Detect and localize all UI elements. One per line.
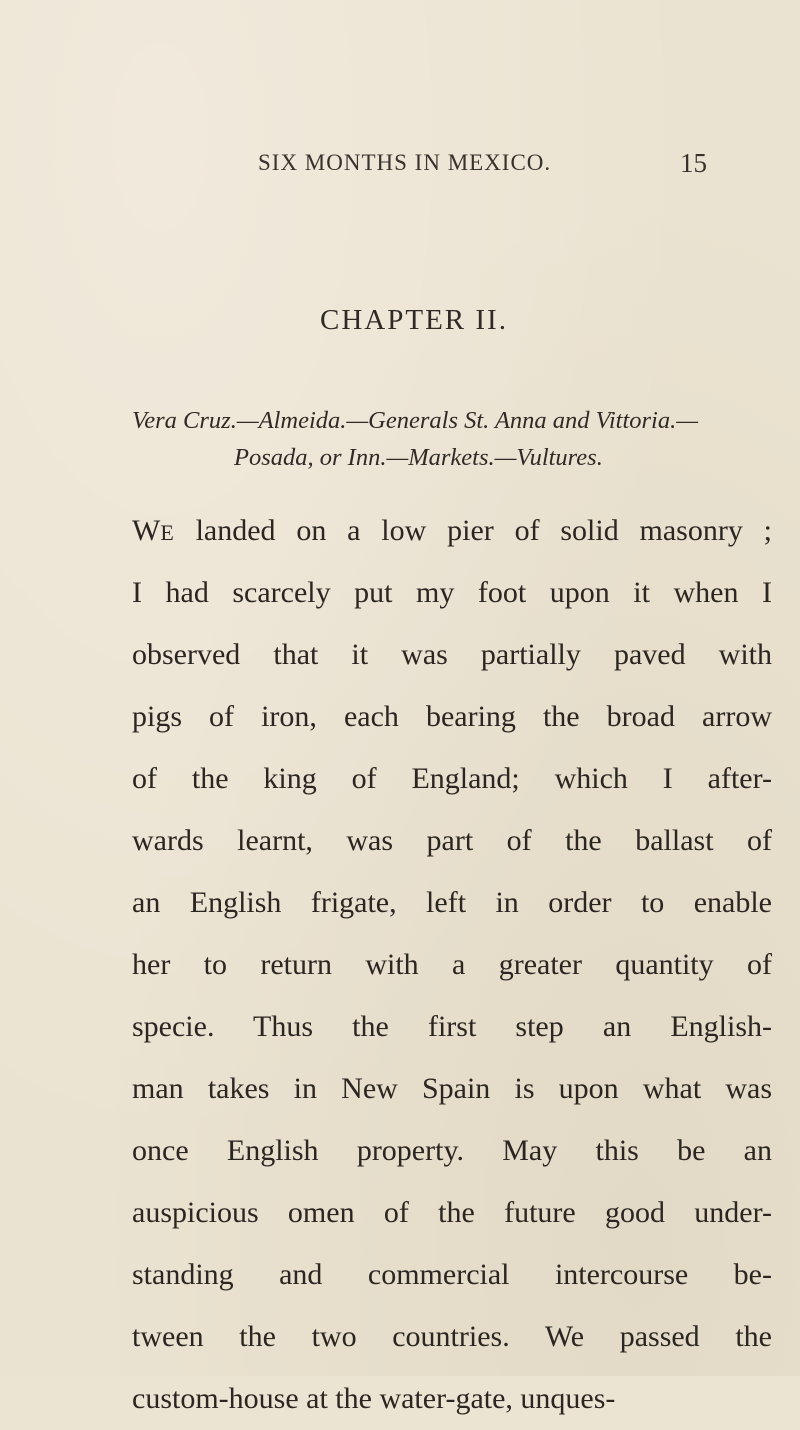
text-line: pigs of iron, each bearing the broad arrow — [132, 700, 772, 733]
text-line: an English frigate, left in order to enable — [132, 886, 772, 919]
text-line: standing and commercial intercourse be- — [132, 1258, 772, 1291]
text-line-1 — [132, 500, 772, 562]
text-line: observed that it was partially paved with — [132, 638, 772, 671]
text-line: once English property. May this be an — [132, 1134, 772, 1167]
body-text — [132, 500, 772, 1430]
running-head: SIX MONTHS IN MEXICO. — [258, 150, 552, 175]
text-line: wards learnt, was part of the ballast of — [132, 824, 772, 857]
text-line: man takes in New Spain is upon what was — [132, 1072, 772, 1105]
text-line: I had scarcely put my foot upon it when I — [132, 576, 772, 609]
chapter-summary — [132, 402, 772, 476]
text-line: specie. Thus the first step an English- — [132, 1010, 772, 1043]
initial-capital: W — [132, 514, 161, 547]
text-line: auspicious omen of the future good under- — [132, 1196, 772, 1229]
text-line: of the king of England; which I after- — [132, 762, 772, 795]
text-line: tween the two countries. We passed the — [132, 1320, 772, 1353]
chapter-title: CHAPTER II. — [320, 304, 508, 336]
summary-line-1: Vera Cruz.—Almeida.—Generals St. Anna and Vittoria.— — [132, 407, 699, 434]
summary-line-2: Posada, or Inn.—Markets.—Vultures. — [234, 444, 603, 471]
text-line: her to return with a greater quantity of — [132, 948, 772, 981]
page-number: 15 — [680, 148, 707, 178]
text-line: custom-house at the water-gate, unques- — [132, 1382, 616, 1415]
first-line-rest: landed on a low pier of solid masonry ; — [174, 514, 772, 547]
initial-rest: E — [160, 520, 175, 545]
